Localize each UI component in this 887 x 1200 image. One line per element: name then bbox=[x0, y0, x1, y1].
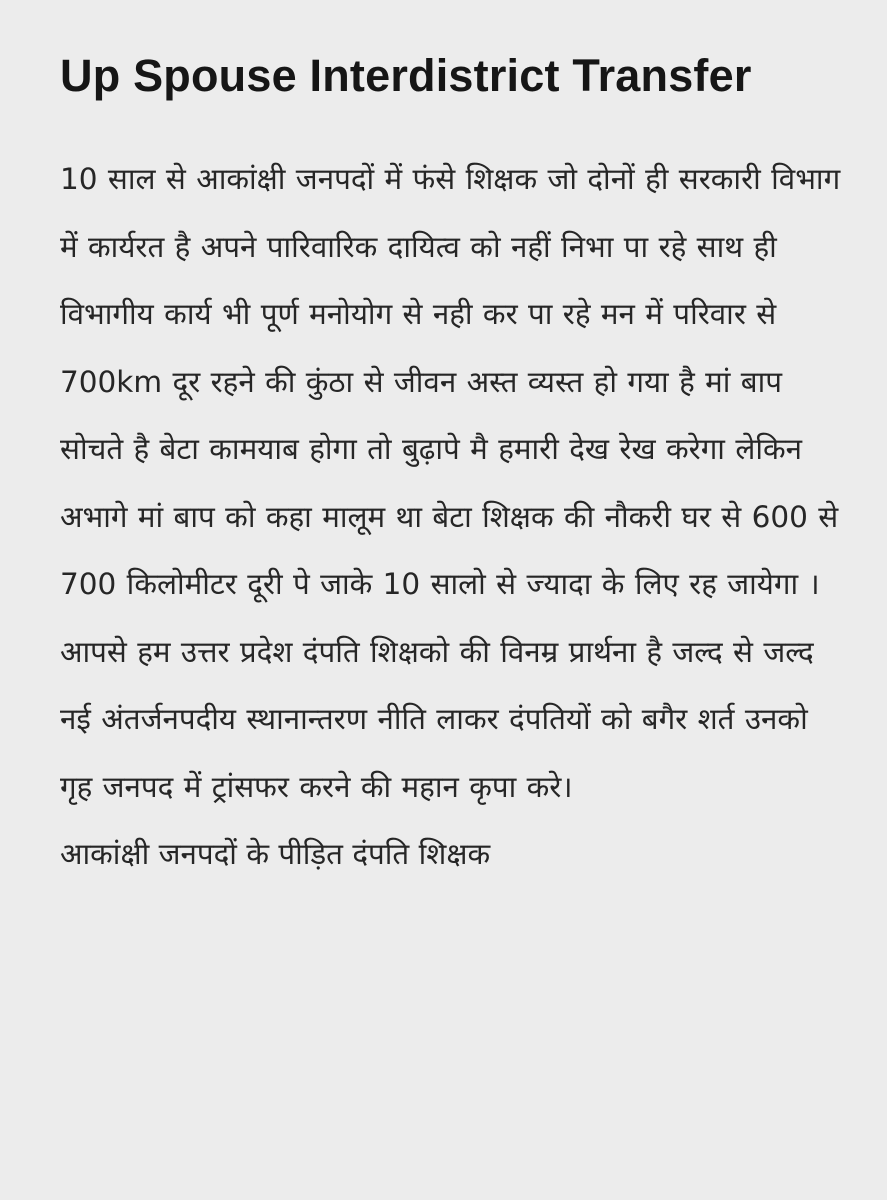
article-body: 10 साल से आकांक्षी जनपदों में फंसे शिक्षक जो दोनों ही सरकारी विभाग में कार्यरत है अपने पारिवारिक दायित्व को नहीं निभा पा रहे साथ ही विभागीय कार्य भी पूर्ण मनोयोग से नही कर पा रहे मन में परिवार से 700km दूर रहने की कुंठा से जीवन अस्त व्यस्त हो गया है मां बाप सोचते है बेटा कामयाब होगा तो बुढ़ापे मै हमारी देख रेख करेगा लेकिन अभागे मां बाप को कहा मालूम था बेटा शिक्षक की नौकरी घर से 600 से 700 किलोमीटर दूरी पे जाके 10 सालो से ज्यादा के लिए रह जायेगा । आपसे हम उत्तर प्रदेश दंपति शिक्षको की विनम्र प्रार्थना है जल्द से जल्द नई अंतर्जनपदीय स्थानान्तरण नीति लाकर दंपतियों को बगैर शर्त उनको गृह जनपद में ट्रांसफर करने की महान कृपा करे। bbox=[60, 162, 841, 804]
article-title: Up Spouse Interdistrict Transfer bbox=[60, 50, 752, 101]
article-signature: आकांक्षी जनपदों के पीड़ित दंपति शिक्षक bbox=[60, 837, 491, 871]
